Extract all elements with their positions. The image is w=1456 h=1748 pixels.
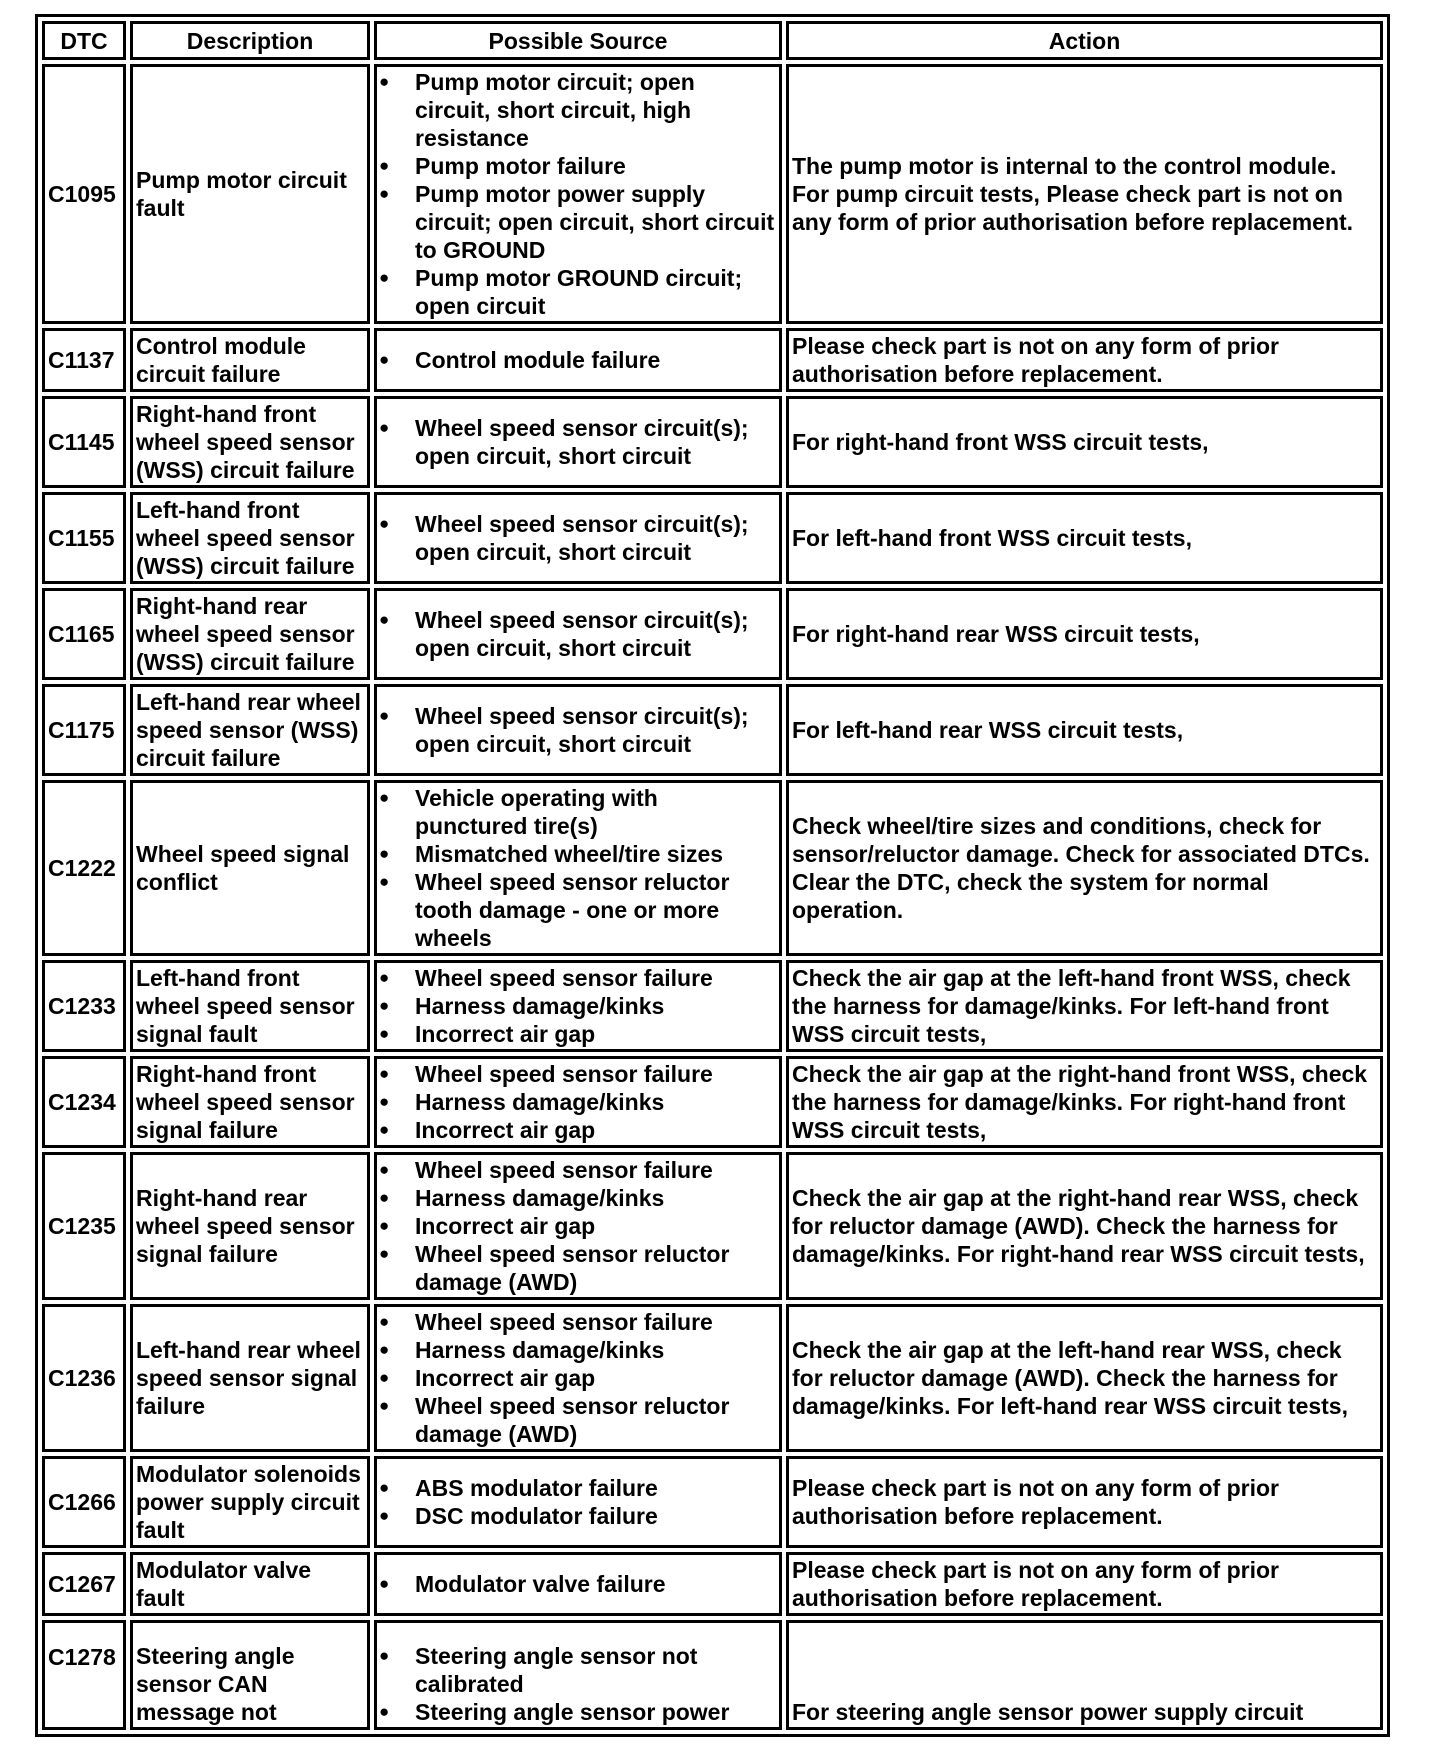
possible-source-cell: [374, 328, 782, 392]
dtc-code: C1137: [42, 328, 126, 392]
possible-source-item: ● Harness damage/kinks: [415, 1184, 776, 1212]
dtc-action: Check the air gap at the right-hand front WSS, check the harness for damage/kinks. For right-hand front WSS circuit tests,: [786, 1056, 1383, 1148]
possible-source-item: ● ABS modulator failure: [415, 1474, 776, 1502]
dtc-action: For right-hand rear WSS circuit tests,: [786, 588, 1383, 680]
possible-source-cell: [374, 588, 782, 680]
table-row: [42, 64, 1383, 324]
possible-source-item: ● Harness damage/kinks: [415, 992, 776, 1020]
possible-source-item: ● Harness damage/kinks: [415, 1336, 776, 1364]
dtc-action: Please check part is not on any form of prior authorisation before replacement.: [786, 1456, 1383, 1548]
dtc-action: Check the air gap at the right-hand rear WSS, check for reluctor damage (AWD). Check the harness for damage/kinks. For right-hand rear WSS circuit tests,: [786, 1152, 1383, 1300]
possible-source-cell: [374, 1552, 782, 1616]
header-dtc: DTC: [42, 21, 126, 60]
possible-source-cell: [374, 780, 782, 956]
table-row: [42, 588, 1383, 680]
possible-source-list: [380, 702, 776, 758]
possible-source-cell: [374, 960, 782, 1052]
table-row: [42, 1152, 1383, 1300]
possible-source-list: [380, 1060, 776, 1144]
possible-source-list: [380, 1570, 776, 1598]
dtc-action: For left-hand rear WSS circuit tests,: [786, 684, 1383, 776]
table-row: [42, 492, 1383, 584]
possible-source-list: [380, 1156, 776, 1296]
table-row: [42, 684, 1383, 776]
possible-source-item: ● DSC modulator failure: [415, 1502, 776, 1530]
dtc-code: C1236: [42, 1304, 126, 1452]
dtc-description: Left-hand rear wheel speed sensor signal failure: [130, 1304, 370, 1452]
possible-source-item: ● Wheel speed sensor reluctor damage (AWD): [415, 1240, 776, 1296]
possible-source-cell: [374, 64, 782, 324]
dtc-action: Check the air gap at the left-hand front WSS, check the harness for damage/kinks. For left-hand front WSS circuit tests,: [786, 960, 1383, 1052]
possible-source-item: ● Wheel speed sensor failure: [415, 1156, 776, 1184]
possible-source-list: [380, 346, 776, 374]
dtc-action: For right-hand front WSS circuit tests,: [786, 396, 1383, 488]
dtc-description: Right-hand front wheel speed sensor signal failure: [130, 1056, 370, 1148]
dtc-code: C1155: [42, 492, 126, 584]
possible-source-item: ● Wheel speed sensor circuit(s); open circuit, short circuit: [415, 414, 776, 470]
table-row: [42, 960, 1383, 1052]
dtc-code: C1175: [42, 684, 126, 776]
possible-source-list: [380, 1474, 776, 1530]
table-row: [42, 780, 1383, 956]
dtc-code: C1165: [42, 588, 126, 680]
dtc-description: Right-hand rear wheel speed sensor signal failure: [130, 1152, 370, 1300]
table-row: [42, 328, 1383, 392]
dtc-action: Please check part is not on any form of prior authorisation before replacement.: [786, 328, 1383, 392]
possible-source-cell: [374, 684, 782, 776]
dtc-code: C1267: [42, 1552, 126, 1616]
possible-source-item: ● Pump motor failure: [415, 152, 776, 180]
dtc-action: For steering angle sensor power supply circuit: [786, 1620, 1383, 1730]
dtc-code: C1234: [42, 1056, 126, 1148]
dtc-description: Wheel speed signal conflict: [130, 780, 370, 956]
dtc-description: Left-hand rear wheel speed sensor (WSS) circuit failure: [130, 684, 370, 776]
dtc-code: C1222: [42, 780, 126, 956]
possible-source-item: ● Wheel speed sensor failure: [415, 964, 776, 992]
possible-source-item: ● Pump motor circuit; open circuit, short circuit, high resistance: [415, 68, 776, 152]
possible-source-cell: [374, 1456, 782, 1548]
dtc-action: The pump motor is internal to the control module. For pump circuit tests, Please check part is not on any form of prior authorisation before replacement.: [786, 64, 1383, 324]
possible-source-item: ● Wheel speed sensor circuit(s); open circuit, short circuit: [415, 510, 776, 566]
possible-source-list: [380, 964, 776, 1048]
dtc-code: C1266: [42, 1456, 126, 1548]
table-row: [42, 1304, 1383, 1452]
possible-source-list: [380, 510, 776, 566]
possible-source-item: ● Wheel speed sensor failure: [415, 1060, 776, 1088]
dtc-description: Modulator valve fault: [130, 1552, 370, 1616]
dtc-description: Steering angle sensor CAN message not: [130, 1620, 370, 1730]
dtc-description: Pump motor circuit fault: [130, 64, 370, 324]
dtc-description: Left-hand front wheel speed sensor (WSS) circuit failure: [130, 492, 370, 584]
table-row: [42, 1056, 1383, 1148]
table-row: [42, 1456, 1383, 1548]
possible-source-list: [380, 1308, 776, 1448]
table-row: [42, 396, 1383, 488]
possible-source-cell: [374, 1152, 782, 1300]
possible-source-item: ● Control module failure: [415, 346, 776, 374]
possible-source-item: ● Mismatched wheel/tire sizes: [415, 840, 776, 868]
dtc-description: Left-hand front wheel speed sensor signal fault: [130, 960, 370, 1052]
possible-source-item: ● Steering angle sensor not calibrated: [415, 1642, 776, 1698]
header-action: Action: [786, 21, 1383, 60]
possible-source-item: ● Incorrect air gap: [415, 1364, 776, 1392]
possible-source-item: ● Incorrect air gap: [415, 1020, 776, 1048]
possible-source-item: ● Pump motor power supply circuit; open circuit, short circuit to GROUND: [415, 180, 776, 264]
possible-source-list: [380, 784, 776, 952]
dtc-code: C1233: [42, 960, 126, 1052]
dtc-action: Check the air gap at the left-hand rear WSS, check for reluctor damage (AWD). Check the harness for damage/kinks. For left-hand rear WSS circuit tests,: [786, 1304, 1383, 1452]
possible-source-item: ● Wheel speed sensor circuit(s); open circuit, short circuit: [415, 702, 776, 758]
possible-source-item: ● Wheel speed sensor failure: [415, 1308, 776, 1336]
possible-source-item: ● Vehicle operating with punctured tire(s): [415, 784, 776, 840]
possible-source-list: [380, 1642, 776, 1726]
possible-source-item: ● Steering angle sensor power: [415, 1698, 776, 1726]
possible-source-item: ● Wheel speed sensor reluctor tooth damage - one or more wheels: [415, 868, 776, 952]
dtc-action: Please check part is not on any form of prior authorisation before replacement.: [786, 1552, 1383, 1616]
possible-source-item: ● Modulator valve failure: [415, 1570, 776, 1598]
table-row: [42, 1552, 1383, 1616]
possible-source-cell: [374, 1620, 782, 1730]
possible-source-cell: [374, 1056, 782, 1148]
possible-source-item: ● Incorrect air gap: [415, 1212, 776, 1240]
dtc-description: Right-hand front wheel speed sensor (WSS) circuit failure: [130, 396, 370, 488]
header-row: [42, 21, 1383, 60]
possible-source-list: [380, 606, 776, 662]
dtc-action: Check wheel/tire sizes and conditions, check for sensor/reluctor damage. Check for associated DTCs. Clear the DTC, check the system for normal operation.: [786, 780, 1383, 956]
dtc-table: [35, 14, 1390, 1737]
dtc-code: C1235: [42, 1152, 126, 1300]
header-possible-source: Possible Source: [374, 21, 782, 60]
table-row: [42, 1620, 1383, 1730]
dtc-action: For left-hand front WSS circuit tests,: [786, 492, 1383, 584]
possible-source-cell: [374, 492, 782, 584]
possible-source-list: [380, 68, 776, 320]
dtc-code: C1095: [42, 64, 126, 324]
possible-source-item: ● Pump motor GROUND circuit; open circuit: [415, 264, 776, 320]
possible-source-item: ● Incorrect air gap: [415, 1116, 776, 1144]
dtc-description: Modulator solenoids power supply circuit fault: [130, 1456, 370, 1548]
dtc-sheet: [35, 14, 1390, 1748]
dtc-table-body: [42, 64, 1383, 1730]
possible-source-cell: [374, 396, 782, 488]
dtc-code: C1278: [42, 1620, 126, 1730]
header-description: Description: [130, 21, 370, 60]
possible-source-list: [380, 414, 776, 470]
possible-source-item: ● Wheel speed sensor circuit(s); open circuit, short circuit: [415, 606, 776, 662]
dtc-description: Right-hand rear wheel speed sensor (WSS) circuit failure: [130, 588, 370, 680]
dtc-description: Control module circuit failure: [130, 328, 370, 392]
possible-source-item: ● Wheel speed sensor reluctor damage (AWD): [415, 1392, 776, 1448]
possible-source-cell: [374, 1304, 782, 1452]
possible-source-item: ● Harness damage/kinks: [415, 1088, 776, 1116]
dtc-code: C1145: [42, 396, 126, 488]
